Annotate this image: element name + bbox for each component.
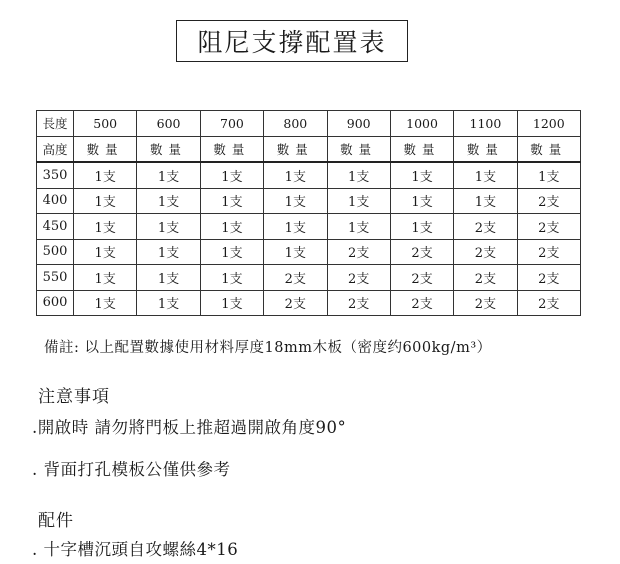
- quantity-header: 數量: [200, 136, 263, 162]
- table-row: [37, 162, 581, 188]
- quantity-cell: 2支: [454, 290, 517, 316]
- quantity-cell: 1支: [264, 188, 327, 214]
- quantity-cell: 2支: [327, 265, 390, 291]
- notice-item-opening-angle: .開啟時 請勿將門板上推超過開啟角度90°: [32, 418, 347, 437]
- quantity-cell: 1支: [137, 239, 200, 265]
- height-cell: 600: [37, 290, 74, 316]
- length-header-label: 長度: [37, 111, 74, 137]
- quantity-cell: 1支: [137, 290, 200, 316]
- length-header-700: 700: [200, 111, 263, 137]
- height-cell: 550: [37, 265, 74, 291]
- quantity-cell: 1支: [200, 214, 263, 240]
- quantity-cell: 2支: [517, 265, 580, 291]
- quantity-cell: 1支: [200, 265, 263, 291]
- quantity-cell: 2支: [454, 214, 517, 240]
- quantity-cell: 2支: [327, 239, 390, 265]
- quantity-cell: 1支: [200, 162, 263, 188]
- quantity-cell: 1支: [327, 188, 390, 214]
- quantity-cell: 1支: [137, 265, 200, 291]
- quantity-cell: 2支: [264, 265, 327, 291]
- table-row: [37, 239, 581, 265]
- quantity-header: 數量: [264, 136, 327, 162]
- configuration-table: [36, 110, 581, 316]
- quantity-cell: 1支: [390, 214, 453, 240]
- quantity-cell: 1支: [454, 162, 517, 188]
- quantity-cell: 1支: [137, 162, 200, 188]
- height-cell: 500: [37, 239, 74, 265]
- length-header-500: 500: [74, 111, 137, 137]
- quantity-cell: 1支: [137, 214, 200, 240]
- length-header-1100: 1100: [454, 111, 517, 137]
- quantity-cell: 2支: [454, 239, 517, 265]
- height-cell: 400: [37, 188, 74, 214]
- quantity-cell: 1支: [200, 239, 263, 265]
- length-header-1000: 1000: [390, 111, 453, 137]
- page-title: 阻尼支撐配置表: [176, 20, 408, 62]
- quantity-cell: 1支: [264, 214, 327, 240]
- length-header-800: 800: [264, 111, 327, 137]
- quantity-cell: 1支: [264, 239, 327, 265]
- quantity-cell: 1支: [74, 162, 137, 188]
- quantity-header: 數量: [74, 136, 137, 162]
- length-header-1200: 1200: [517, 111, 580, 137]
- height-cell: 350: [37, 162, 74, 188]
- quantity-cell: 1支: [200, 290, 263, 316]
- quantity-cell: 1支: [74, 214, 137, 240]
- length-header-900: 900: [327, 111, 390, 137]
- quantity-cell: 1支: [74, 188, 137, 214]
- quantity-cell: 1支: [74, 290, 137, 316]
- quantity-cell: 1支: [454, 188, 517, 214]
- quantity-header: 數量: [327, 136, 390, 162]
- quantity-cell: 1支: [517, 162, 580, 188]
- quantity-header: 數量: [390, 136, 453, 162]
- accessories-heading: 配件: [38, 511, 74, 531]
- quantity-cell: 1支: [74, 265, 137, 291]
- quantity-cell: 2支: [327, 290, 390, 316]
- quantity-cell: 1支: [327, 162, 390, 188]
- table-row: [37, 265, 581, 291]
- height-cell: 450: [37, 214, 74, 240]
- accessory-item-screw: . 十字槽沉頭自攻螺絲4*16: [32, 540, 239, 559]
- quantity-cell: 2支: [390, 239, 453, 265]
- quantity-header: 數量: [137, 136, 200, 162]
- quantity-cell: 1支: [200, 188, 263, 214]
- quantity-cell: 1支: [264, 162, 327, 188]
- table-row: [37, 214, 581, 240]
- quantity-header: 數量: [454, 136, 517, 162]
- quantity-cell: 2支: [390, 265, 453, 291]
- quantity-cell: 2支: [517, 290, 580, 316]
- length-header-row: [37, 111, 581, 137]
- quantity-cell: 2支: [517, 239, 580, 265]
- table-row: [37, 290, 581, 316]
- quantity-cell: 2支: [454, 265, 517, 291]
- material-note: 備註: 以上配置數據使用材料厚度18mm木板（密度约600kg/m³）: [44, 340, 492, 356]
- quantity-cell: 2支: [517, 214, 580, 240]
- quantity-header: 數量: [517, 136, 580, 162]
- notice-item-template: . 背面打孔模板公僅供參考: [32, 460, 231, 479]
- quantity-cell: 2支: [517, 188, 580, 214]
- quantity-cell: 1支: [327, 214, 390, 240]
- quantity-cell: 1支: [74, 239, 137, 265]
- notice-heading: 注意事項: [38, 387, 110, 407]
- quantity-cell: 1支: [390, 188, 453, 214]
- table-row: [37, 188, 581, 214]
- quantity-cell: 1支: [390, 162, 453, 188]
- quantity-cell: 1支: [137, 188, 200, 214]
- quantity-header-row: [37, 136, 581, 162]
- quantity-cell: 2支: [264, 290, 327, 316]
- height-header-label: 高度: [37, 136, 74, 162]
- length-header-600: 600: [137, 111, 200, 137]
- quantity-cell: 2支: [390, 290, 453, 316]
